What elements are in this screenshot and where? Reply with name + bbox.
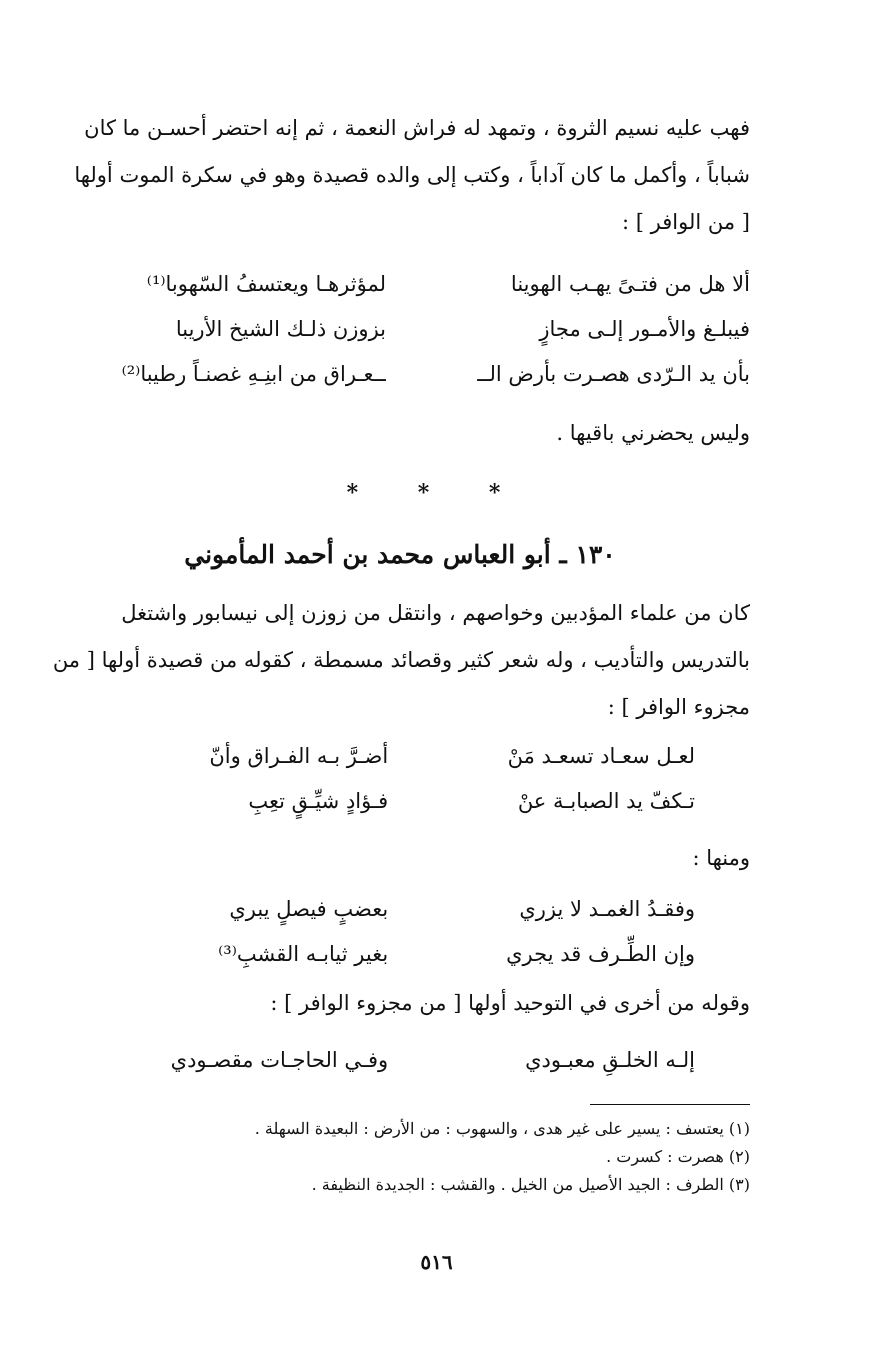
footnotes — [50, 1115, 750, 1199]
footnote: (١) يعتسف : يسير على غير هدى ، والسهوب : من الأرض : البعيدة السهلة . — [254, 1119, 750, 1138]
verse-hemistich-right: تـكفّ يد الصبابـة عنْ — [517, 789, 695, 813]
minha-label — [50, 835, 750, 882]
verse-hemistich-left: فـؤادٍ شيِّـقٍ تعِبِ — [248, 789, 389, 813]
text-line: فهب عليه نسيم الثروة ، وتمهد له فراش النعمة ، ثم إنه احتضر أحسـن ما كان — [84, 116, 750, 140]
text-line: بالتدريس والتأديب ، وله شعر كثير وقصائد مسمطة ، كقوله من قصيدة أولها [ من — [52, 648, 750, 672]
verse-line — [105, 932, 695, 977]
verse-hemistich-right: ألا هل من فتـىً يهـب الهوينا — [510, 272, 750, 296]
verse-hemistich-right: بأن يد الـرّدى هصـرت بأرض الــ — [477, 362, 750, 386]
bio-paragraph — [50, 590, 750, 731]
text-line: وليس يحضرني باقيها . — [556, 421, 750, 445]
verse-line — [50, 262, 750, 307]
verse-line — [105, 1038, 695, 1083]
poem-4 — [105, 1038, 695, 1083]
section-heading: ١٣٠ ـ أبو العباس محمد بن أحمد المأموني — [184, 540, 616, 569]
text-line: مجزوء الوافر ] : — [607, 695, 750, 719]
verse-line — [105, 887, 695, 932]
verse-hemistich-left: بعضبٍ فيصلٍ يبري — [229, 897, 389, 921]
text-line: وقوله من أخرى في التوحيد أولها [ من مجزوء الوافر ] : — [270, 991, 750, 1015]
text-line: شباباً ، وأكمل ما كان آداباً ، وكتب إلى والده قصيدة وهو في سكرة الموت أولها — [74, 163, 750, 187]
verse-hemistich-right: وفقـدُ الغمـد لا يزري — [519, 897, 695, 921]
verse-hemistich-left: ــعـراق من ابنِـهِ غصنـاً رطيبا⁽²⁾ — [121, 362, 386, 386]
verse-line — [105, 779, 695, 824]
verse-hemistich-right: إلـه الخلـقِ معبـودي — [525, 1048, 695, 1072]
verse-hemistich-left: بزوزن ذلـك الشيخ الأريبا — [175, 317, 386, 341]
verse-hemistich-right: وإن الطِّـرف قد يجري — [506, 942, 695, 966]
poem-1 — [50, 262, 750, 397]
footnote-divider — [590, 1104, 750, 1105]
verse-line — [105, 734, 695, 779]
section-separator: * * * — [346, 480, 527, 506]
verse-hemistich-left: لمؤثرهـا ويعتسفُ السّهوبا⁽¹⁾ — [146, 272, 386, 296]
footnote: (٣) الطرف : الجيد الأصيل من الخيل . والقشب : الجديدة النظيفة . — [311, 1175, 750, 1194]
text-line: كان من علماء المؤدبين وخواصهم ، وانتقل من زوزن إلى نيسابور واشتغل — [121, 601, 750, 625]
verse-hemistich-right: فيبلـغ والأمـور إلـى مجازٍ — [539, 317, 750, 341]
verse-hemistich-right: لعـل سعـاد تسعـد مَنْ — [507, 744, 695, 768]
page-number: ٥١٦ — [420, 1250, 453, 1274]
footnote: (٢) هصرت : كسرت . — [606, 1147, 750, 1166]
verse-hemistich-left: أضـرَّ بـه الفـراق وأنّ — [209, 744, 389, 768]
intro-paragraph — [50, 105, 750, 246]
verse-line — [50, 352, 750, 397]
text-line: [ من الوافر ] : — [622, 210, 750, 234]
intro-poem-4 — [50, 980, 750, 1027]
verse-hemistich-left: بغير ثيابـه القشبِ⁽³⁾ — [218, 942, 389, 966]
verse-hemistich-left: وفـي الحاجـات مقصـودي — [170, 1048, 389, 1072]
verse-line — [50, 307, 750, 352]
poem-2 — [105, 734, 695, 824]
text-line: ومنها : — [692, 846, 750, 870]
poem-3 — [105, 887, 695, 977]
after-poem-1 — [50, 410, 750, 457]
